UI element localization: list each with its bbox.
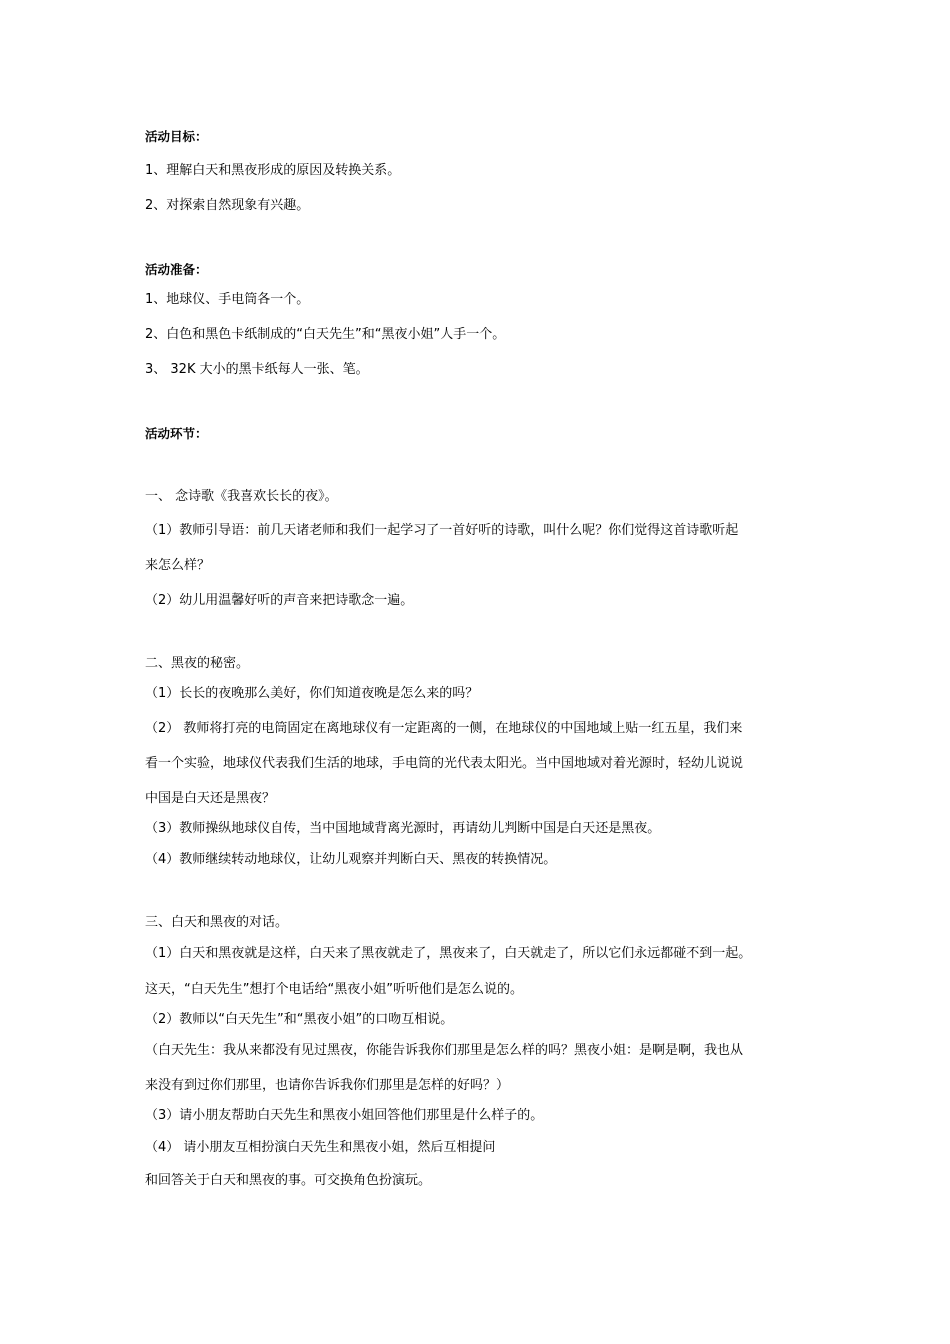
section2-line-4: 中国是白天还是黑夜？ xyxy=(145,791,276,806)
section3-line-8: 和回答关于白天和黑夜的事。可交换角色扮演玩。 xyxy=(145,1173,432,1188)
section3-line-4: （白天先生：我从来都没有见过黑夜，你能告诉我你们那里是怎么样的吗？黑夜小姐：是啊是啊，我也从 xyxy=(145,1043,744,1058)
process-heading: 活动环节： xyxy=(145,426,208,441)
preparation-item-2: 2、白色和黑色卡纸制成的“白天先生”和“黑夜小姐”人手一个。 xyxy=(145,327,506,342)
section2-line-2: （2） 教师将打亮的电筒固定在离地球仪有一定距离的一侧，在地球仪的中国地域上贴一红五星，我们来 xyxy=(145,721,743,736)
section2-title: 二、黑夜的秘密。 xyxy=(145,656,250,671)
section3-line-2: 这天，“白天先生”想打个电话给“黑夜小姐”听听他们是怎么说的。 xyxy=(145,982,523,997)
section1-line-2: 来怎么样？ xyxy=(145,558,211,573)
goals-heading: 活动目标： xyxy=(145,129,208,144)
section2-line-1: （1）长长的夜晚那么美好，你们知道夜晚是怎么来的吗？ xyxy=(145,686,479,701)
preparation-item-1: 1、地球仪、手电筒各一个。 xyxy=(145,292,310,307)
section1-line-3: （2）幼儿用温馨好听的声音来把诗歌念一遍。 xyxy=(145,593,414,608)
section2-line-6: （4）教师继续转动地球仪，让幼儿观察并判断白天、黑夜的转换情况。 xyxy=(145,852,557,867)
section3-line-1: （1）白天和黑夜就是这样，白天来了黑夜就走了，黑夜来了，白天就走了，所以它们永远都碰不到一起。 xyxy=(145,946,752,961)
section3-line-7: （4） 请小朋友互相扮演白天先生和黑夜小姐，然后互相提问 xyxy=(145,1140,496,1155)
section3-title: 三、白天和黑夜的对话。 xyxy=(145,915,289,930)
section2-line-5: （3）教师操纵地球仪自传，当中国地域背离光源时，再请幼儿判断中国是白天还是黑夜。 xyxy=(145,821,661,836)
section3-line-6: （3）请小朋友帮助白天先生和黑夜小姐回答他们那里是什么样子的。 xyxy=(145,1108,544,1123)
preparation-heading: 活动准备： xyxy=(145,262,208,277)
goals-item-2: 2、对探索自然现象有兴趣。 xyxy=(145,198,310,213)
section2-line-3: 看一个实验，地球仪代表我们生活的地球，手电筒的光代表太阳光。当中国地域对着光源时，轻幼儿说说 xyxy=(145,756,744,771)
section1-line-1: （1）教师引导语：前几天诸老师和我们一起学习了一首好听的诗歌，叫什么呢？你们觉得这首诗歌听起 xyxy=(145,523,739,538)
preparation-item-3: 3、 32K 大小的黑卡纸每人一张、笔。 xyxy=(145,362,369,377)
section3-line-5: 来没有到过你们那里，也请你告诉我你们那里是怎样的好吗？） xyxy=(145,1078,510,1093)
goals-item-1: 1、理解白天和黑夜形成的原因及转换关系。 xyxy=(145,163,401,178)
section3-line-3: （2）教师以“白天先生”和“黑夜小姐”的口吻互相说。 xyxy=(145,1012,454,1027)
section1-title: 一、 念诗歌《我喜欢长长的夜》。 xyxy=(145,489,338,504)
